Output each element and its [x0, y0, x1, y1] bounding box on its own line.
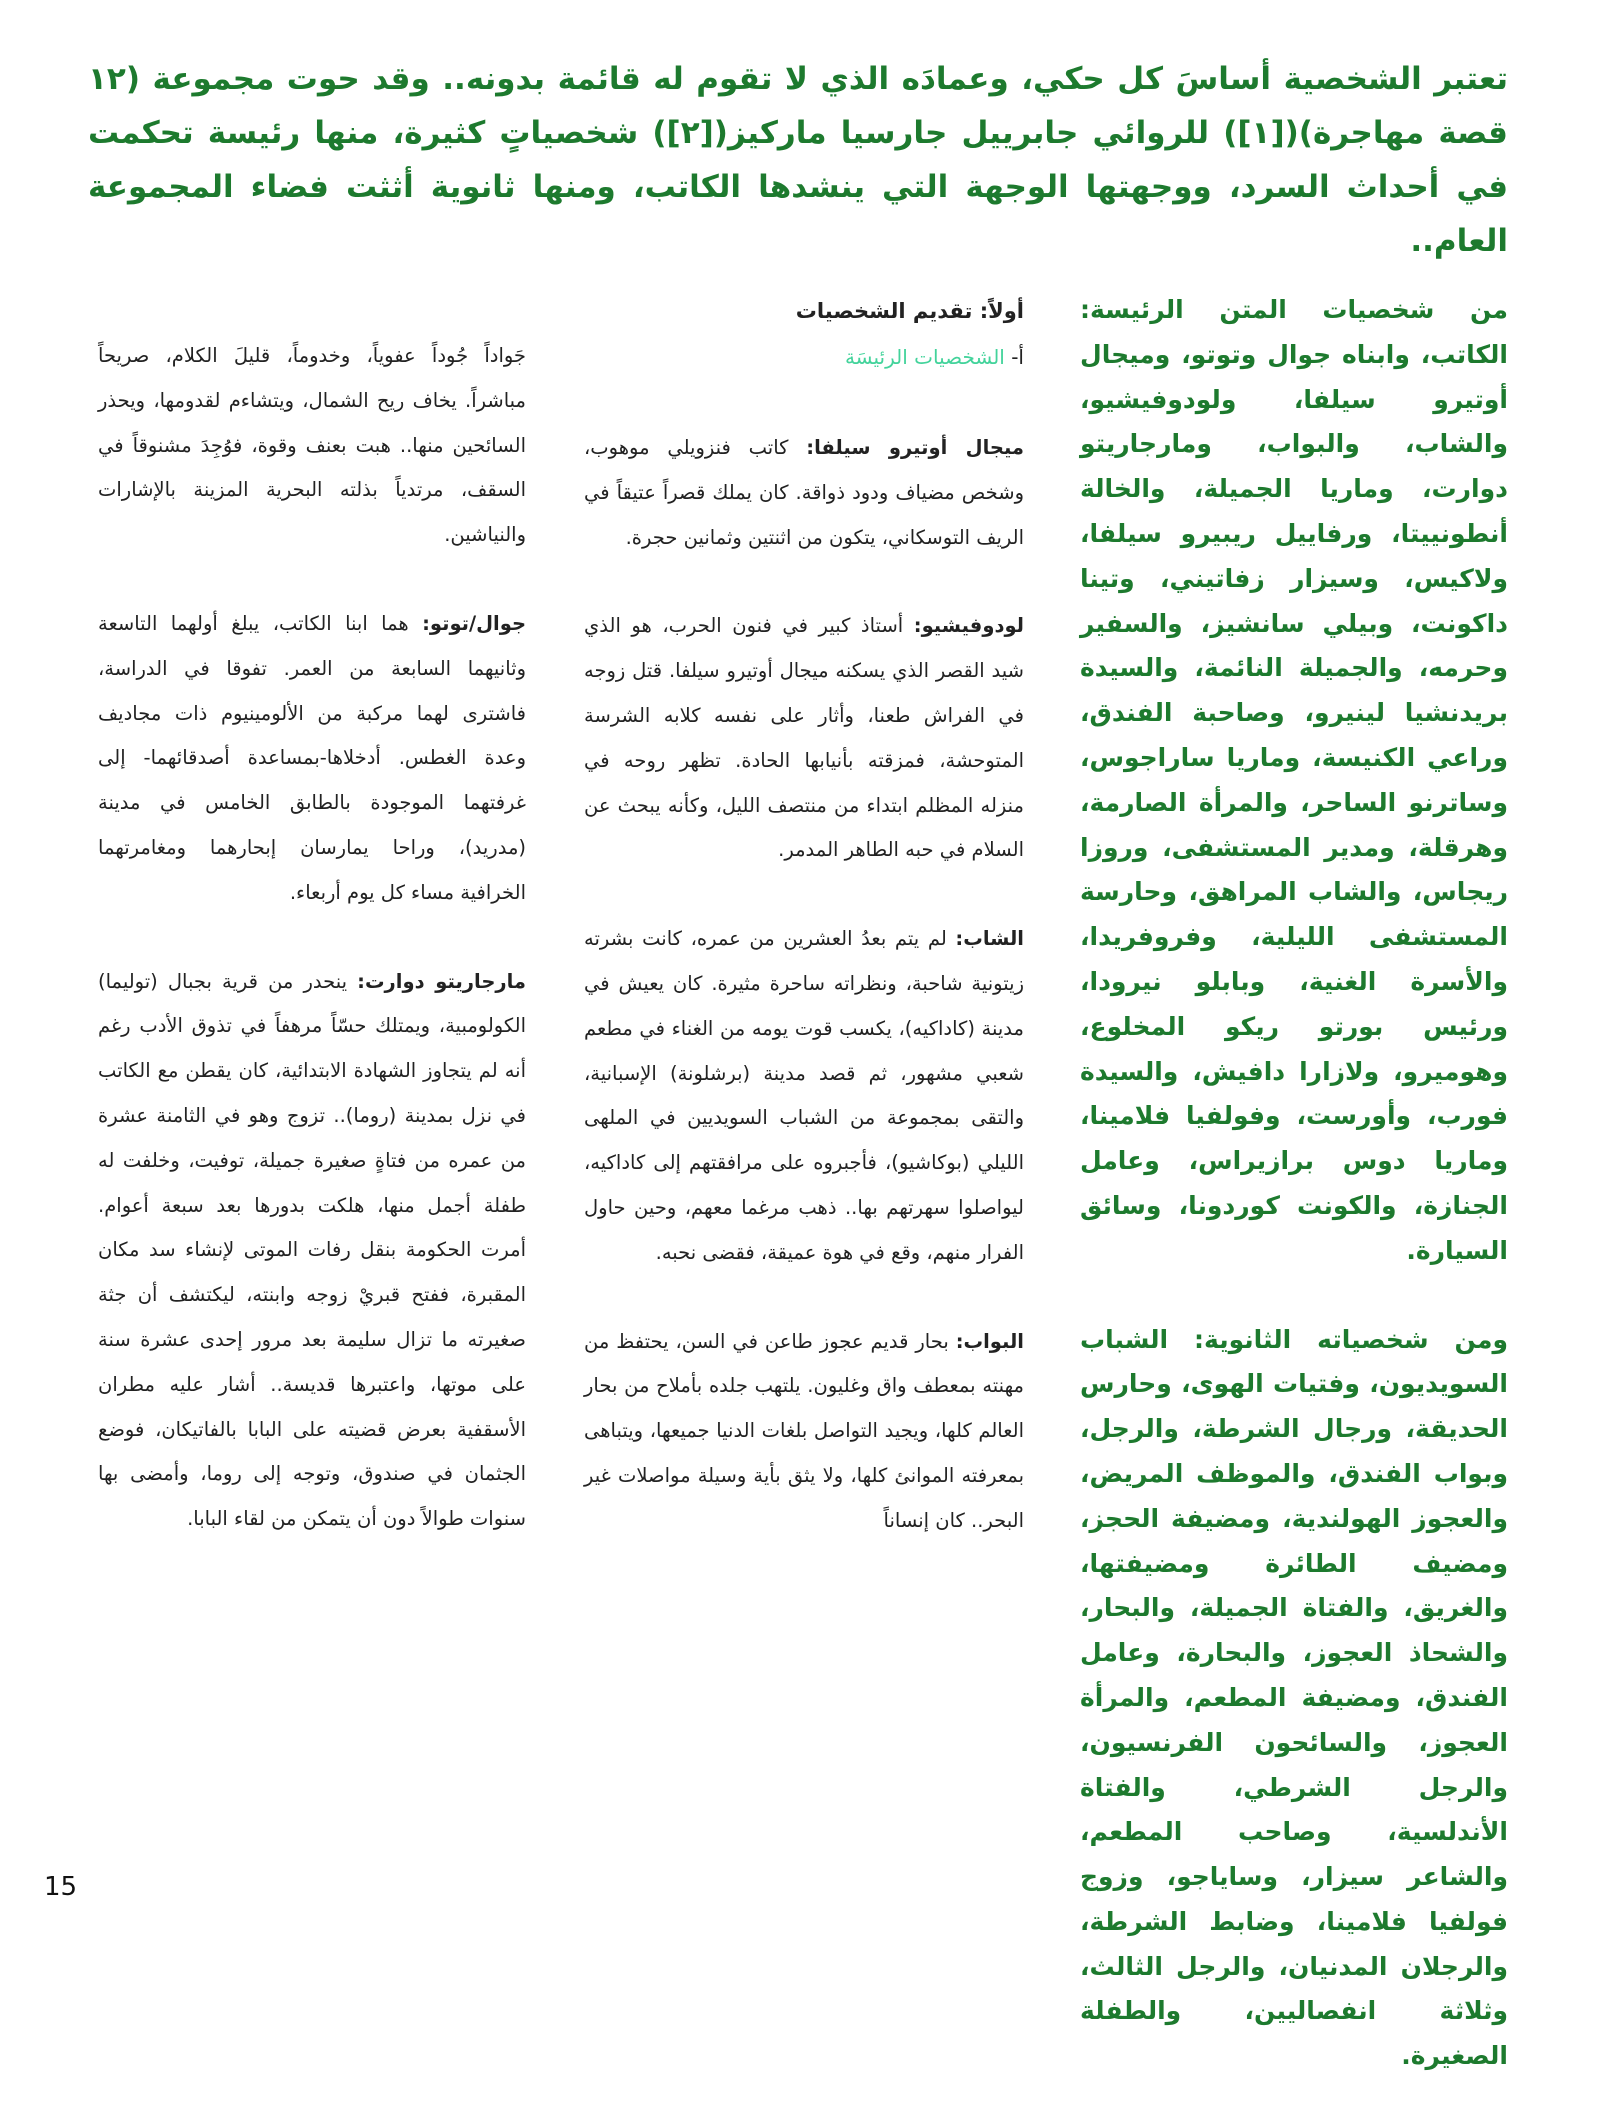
entry-term: جوال/توتو: — [422, 611, 526, 635]
entry-ludovico — [584, 604, 1024, 873]
entry-miguel — [584, 426, 1024, 560]
right-column — [1080, 288, 1508, 2123]
subsection-title: الشخصيات الرئيسَة — [844, 345, 1005, 369]
entry-term: الشاب: — [955, 927, 1024, 951]
entry-text: ينحدر من قرية بجبال (توليما) الكولومبية، ويمتلك حسّاً مرهفاً في تذوق الأدب رغم أنه لم يتجاوز الشهادة الابتدائية، كان يقطن مع الكاتب في نزل بمدينة (روما).. تزوج وهو في الثامنة عشرة من عمره من فتاةٍ صغيرة جميلة، توفيت، وخلفت له طفلة أجمل منها، هلكت بدورها بعد سبعة أعوام. أمرت الحكومة بنقل رفات الموتى لإنشاء سد مكان المقبرة، ففتح قبريْ زوجه وابنته، ليكتشف أن جثة صغيرته ما تزال سليمة بعد مرور إحدى عشرة سنة على موتها، واعتبرها قديسة.. أشار عليه مطران الأسقفية بعرض قضيته على البابا بالفاتيكان، فوضع الجثمان في صندوق، وتوجه إلى روما، وأمضى بها سنوات طوالاً دون أن يتمكن من لقاء البابا. — [98, 969, 526, 1531]
entry-text: كاتب فنزويلي موهوب، وشخص مضياف ودود ذواقة. كان يملك قصراً عتيقاً في الريف التوسكاني، يتكون من اثنتين وثمانين حجرة. — [584, 436, 1024, 549]
section-heading: أولاً: تقديم الشخصيات — [795, 299, 1024, 323]
page-number: 15 — [44, 1872, 78, 1902]
middle-column — [584, 288, 1024, 1588]
entry-margarito — [98, 960, 526, 1542]
intro-paragraph: تعتبر الشخصية أساسَ كل حكي، وعمادَه الذي لا تقوم له قائمة بدونه.. وقد حوت مجموعة (١٢ قصة مهاجرة)([١]) للروائي جابرييل جارسيا ماركيز([٢]) شخصياتٍ كثيرة، منها رئيسة تحكمت في أحداث السرد، ووجهتها الوجهة التي ينشدها الكاتب، ومنها ثانوية أثثت فضاء المجموعة العام.. — [88, 61, 1508, 259]
entry-text: هما ابنا الكاتب، يبلغ أولهما التاسعة وثانيهما السابعة من العمر. تفوقا في الدراسة، فاشترى لهما مركبة من الألومينيوم ذات مجاديف وعدة الغطس. أدخلاها-بمساعدة أصدقائهما- إلى غرفتهما الموجودة بالطابق الخامس في مدينة (مدريد)، وراحا يمارسان إبحارهما ومغامرتهما الخرافية مساء كل يوم أربعاء. — [98, 611, 526, 904]
left-column — [98, 334, 526, 1586]
entry-term: البواب: — [955, 1329, 1024, 1353]
entry-text: لم يتم بعدُ العشرين من عمره، كانت بشرته زيتونية شاحبة، ونظراته ساحرة مثيرة. كان يعيش في مدينة (كاداكيه)، يكسب قوت يومه من الغناء في مطعم شعبي مشهور، ثم قصد مدينة (برشلونة) الإسبانية، والتقى بمجموعة من الشباب السويديين في الملهى الليلي (بوكاشيو)، فأجبروه على مرافقتهم إلى كاداكيه، ليواصلوا سهرتهم بها.. ذهب مرغما معهم، وحين حاول الفرار منهم، وقع في هوة عميقة، فقضى نحبه. — [584, 927, 1024, 1264]
entry-jual-toto — [98, 602, 526, 916]
main-characters-paragraph: من شخصيات المتن الرئيسة: الكاتب، وابناه جوال وتوتو، وميجال أوتيرو سيلفا، ولودوفيشيو، والشاب، والبواب، ومارجاريتو دوارت، وماريا الجميلة، والخالة أنطونييتا، ورفاييل ريبيرو سيلفا، ولاكيس، وسيزار زفاتيني، وتينا داكونت، وبيلي سانشيز، والسفير وحرمه، والجميلة النائمة، والسيدة بريدنشيا لينيرو، وصاحبة الفندق، وراعي الكنيسة، وماريا ساراجوس، وساترنو الساحر، والمرأة الصارمة، وهرقلة، ومدير المستشفى، وروزا ريجاس، والشاب المراهق، وحارسة المستشفى الليلية، وفروفريدا، والأسرة الغنية، وبابلو نيرودا، ورئيس بورتو ريكو المخلوع، وهوميرو، ولازارا دافيش، والسيدة فورب، وأورست، وفولفيا فلامينا، وماريا دوس برازيراس، وعامل الجنازة، والكونت كوردونا، وسائق السيارة. — [1080, 295, 1508, 1265]
entry-term: لودوفيشيو: — [913, 614, 1024, 638]
doorman-continuation: جَواداً جُوداً عفوياً، وخدوماً، قليلَ الكلام، صريحاً مباشراً. يخاف ريح الشمال، ويتشاءم لقدومها، ويحذر السائحين منها.. هبت بعنف وقوة، فوُجِدَ مشنوقاً في السقف، مرتدياً بذلته البحرية المزينة بالإشارات والنياشين. — [98, 344, 526, 547]
entry-term: ميجال أوتيرو سيلفا: — [806, 436, 1024, 459]
entry-term: مارجاريتو دوارت: — [357, 969, 527, 993]
entry-text: بحار قديم عجوز طاعن في السن، يحتفظ من مهنته بمعطف واق وغليون. يلتهب جلده بأملاح من بحار العالم كلها، ويجيد التواصل بلغات الدنيا جميعها، ويتباهى بمعرفته الموانئ كلها، ولا يثق بأية وسيلة مواصلات غير البحر.. كان إنساناً — [584, 1329, 1024, 1532]
entry-doorman — [584, 1320, 1024, 1544]
entry-young-man — [584, 917, 1024, 1275]
entry-text: أستاذ كبير في فنون الحرب، هو الذي شيد القصر الذي يسكنه ميجال أوتيرو سيلفا. قتل زوجه في الفراش طعنا، وأثار على نفسه كلابه الشرسة المتوحشة، فمزقته بأنيابها الحادة. تظهر روحه في منزله المظلم ابتداء من منتصف الليل، وكأنه يبحث عن السلام في حبه الطاهر المدمر. — [584, 614, 1024, 862]
subsection-heading — [584, 334, 1024, 380]
subsection-prefix: أ- — [1011, 345, 1024, 369]
secondary-characters-paragraph: ومن شخصياته الثانوية: الشباب السويديون، وفتيات الهوى، وحارس الحديقة، ورجال الشرطة، والرجل، وبواب الفندق، والموظف المريض، والعجوز الهولندية، ومضيفة الحجز، ومضيف الطائرة ومضيفتها، والغريق، والفتاة الجميلة، والبحار، والشحاذ العجوز، والبحارة، وعامل الفندق، ومضيفة المطعم، والمرأة العجوز، والسائحون الفرنسيون، والرجل الشرطي، والفتاة الأندلسية، وصاحب المطعم، والشاعر سيزار، وساياجو، وزوج فولفيا فلامينا، وضابط الشرطة، والرجلان المدنيان، والرجل الثالث، وثلاثة انفصاليين، والطفلة الصغيرة. — [1080, 1324, 1508, 2071]
